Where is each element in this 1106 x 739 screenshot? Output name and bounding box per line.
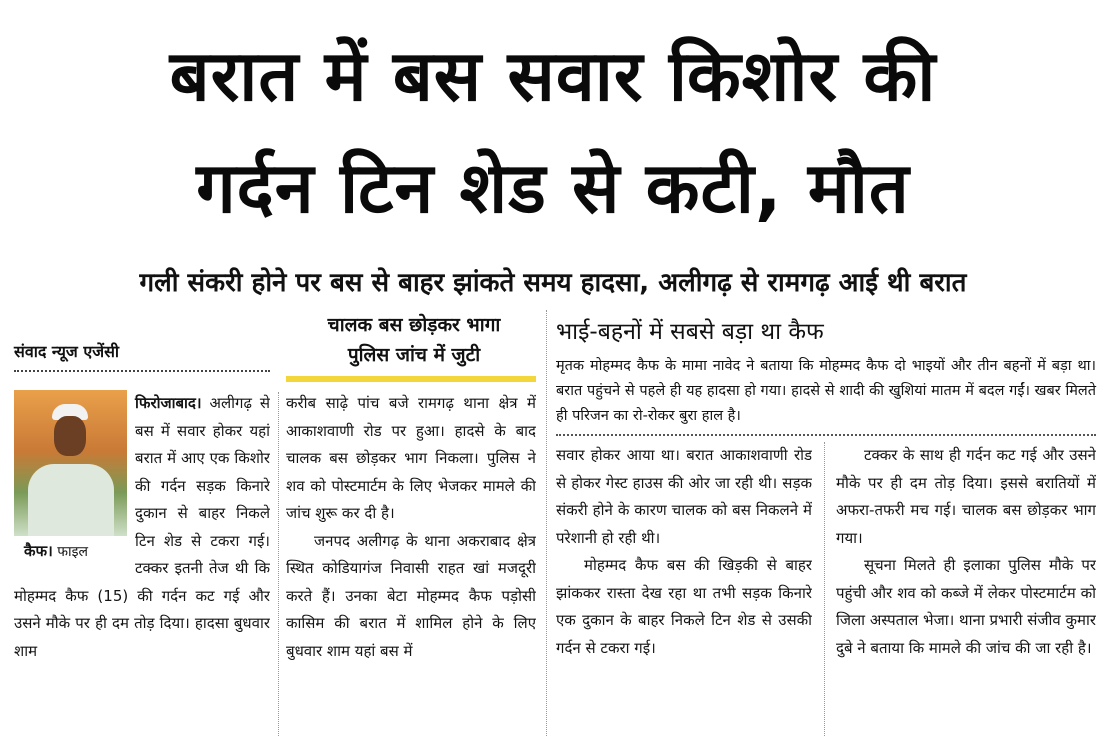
headline-line-1: बरात में बस सवार किशोर की	[169, 35, 937, 117]
heading-underline-bar	[286, 376, 536, 382]
photo-block	[14, 390, 127, 566]
column-divider	[278, 392, 279, 736]
byline: संवाद न्यूज एजेंसी	[14, 342, 120, 361]
person-photo	[14, 390, 127, 536]
photo-caption	[14, 536, 127, 566]
column-3-paragraph-1: सवार होकर आया था। बरात आकाशवाणी रोड से होकर गेस्ट हाउस की ओर जा रही थी। सड़क संकरी होने के कारण चालक को बस निकलने में परेशानी हो रही थी।	[556, 446, 812, 547]
subheadline: गली संकरी होने पर बस से बाहर झांकते समय हादसा, अलीगढ़ से रामगढ़ आई थी बरात	[139, 268, 967, 298]
face-shape	[54, 416, 86, 456]
box-text: मृतक मोहम्मद कैफ के मामा नावेद ने बताया कि मोहम्मद कैफ दो भाइयों और तीन बहनों में बड़ा था। बरात पहुंचने से पहले ही यह हादसा हो गया। हादसे से शादी की खुशियां मातम में बदल गईं। खबर मिलते ही परिजन का रो-रोकर बुरा हाल है।	[556, 358, 1096, 424]
byline-divider	[14, 370, 270, 372]
column-4-paragraph-1: टक्कर के साथ ही गर्दन कट गई और उसने मौके पर ही दम तोड़ दिया। इससे बरातियों में अफरा-तफरी मच गई। चालक बस छोड़कर भाग गया।	[836, 446, 1096, 547]
column-2-heading-line-2: पुलिस जांच में जुटी	[347, 344, 481, 366]
box-divider	[556, 434, 1096, 436]
article-column-3	[556, 442, 812, 736]
box-heading: भाई-बहनों में सबसे बड़ा था कैफ	[556, 319, 824, 345]
column-2-heading-line-1: चालक बस छोड़कर भागा	[327, 314, 501, 336]
column-divider	[824, 442, 825, 736]
column-3-paragraph-2: मोहम्मद कैफ बस की खिड़की से बाहर झांककर रास्ता देख रहा था तभी सड़क किनारे एक दुकान के बाहर निकले टिन शेड से उसकी गर्दन से टकरा गई।	[556, 556, 812, 657]
photo-caption-label: फाइल	[57, 544, 89, 560]
photo-caption-name: कैफ।	[24, 542, 53, 560]
article-column-4	[836, 442, 1096, 736]
column-1-text: अलीगढ़ से बस में सवार होकर यहां बरात में आए एक किशोर की गर्दन सड़क किनारे दुकान से बाहर निकले टिन शेड से टकरा गई। टक्कर इतनी तेज थी कि मोहम्मद कैफ (15) की गर्दन कट गई और उसने मौके पर ही दम तोड़ दिया। हादसा बुधवार शाम	[14, 394, 270, 660]
body-shape	[28, 464, 114, 536]
column-2-paragraph-1: करीब साढ़े पांच बजे रामगढ़ थाना क्षेत्र में आकाशवाणी रोड पर हुआ। हादसे के बाद चालक बस छोड़कर भाग निकला। पुलिस ने शव को पोस्टमार्टम के लिए भेजकर मामले की जांच शुरू कर दी है।	[286, 394, 536, 522]
article-column-1	[14, 390, 270, 736]
column-2-paragraph-2: जनपद अलीगढ़ के थाना अकराबाद क्षेत्र स्थित कोडियागंज निवासी राहत खां मजदूरी करते हैं। उनका बेटा मोहम्मद कैफ पड़ोसी कासिम की बरात में शामिल होने के लिए बुधवार शाम यहां बस में	[286, 531, 536, 660]
headline-line-2: गर्दन टिन शेड से कटी, मौत	[196, 147, 910, 229]
dateline: फिरोजाबाद।	[135, 394, 202, 412]
column-2-heading	[288, 310, 540, 370]
column-divider	[546, 310, 547, 736]
column-4-paragraph-2: सूचना मिलते ही इलाका पुलिस मौके पर पहुंची और शव को कब्जे में लेकर पोस्टमार्टम को जिला अस्पताल भेजा। थाना प्रभारी संजीव कुमार दुबे ने बताया कि मामले की जांच की जा रही है।	[836, 556, 1096, 657]
article-column-2	[286, 390, 536, 736]
